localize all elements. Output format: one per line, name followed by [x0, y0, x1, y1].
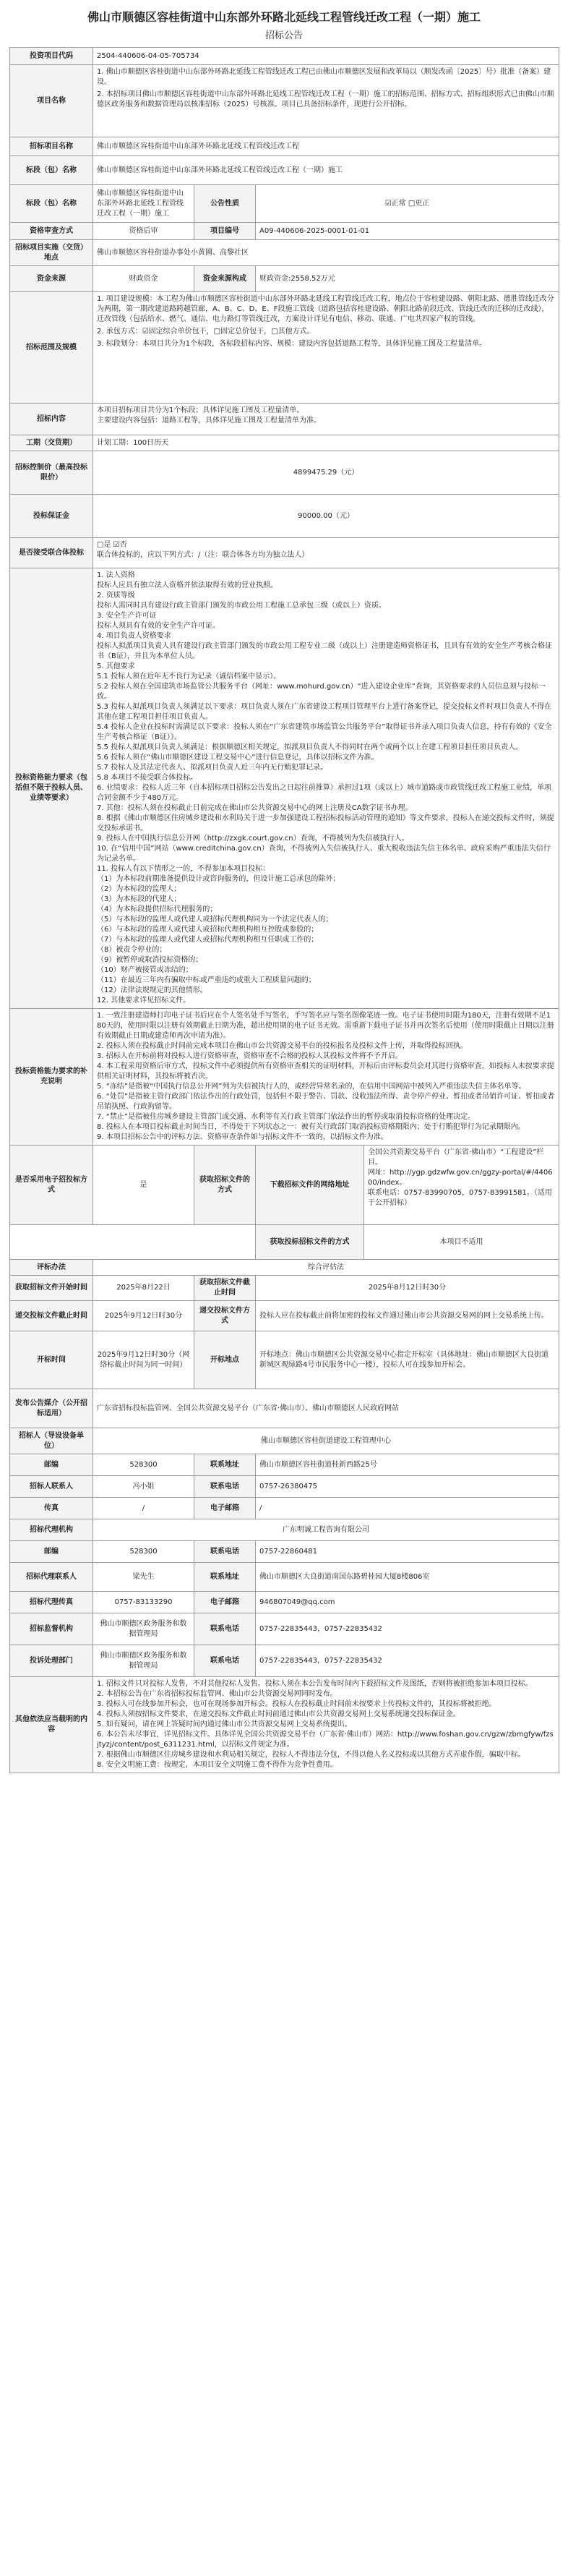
bid-submit-value: 投标人应在投标截止前将加密的投标文件通过佛山市公共资源交易网的网上交易系统上传。 — [256, 1301, 559, 1331]
doc-submit-label: 获取投标招标文件的方式 — [256, 1225, 364, 1260]
qualification-line: 投标人拟派项目负责人具有建设行政主管部门颁发的市政公用工程专业二级（或以上）注册建造师资格证书，且具有有效的安全生产考核合格证书（B证），并且为本单位人员。 — [97, 642, 552, 660]
content-line: 主要建设内容包括：道路工程等，具体详见施工图及工程量清单为准。 — [97, 417, 321, 425]
other-line: 1. 招标文件只对投标人发售，不对其他投标人发售。投标人须在本公告发布时间内下载招标文件及图纸，否则将被拒绝参加本项目投标。 — [97, 1680, 533, 1688]
tenderee-email-value: / — [256, 1498, 559, 1519]
eval-method-value: 综合评估法 — [93, 1260, 559, 1276]
project-code-label: 投资项目代码 — [10, 48, 93, 65]
doc-location-value — [364, 1146, 559, 1225]
qualification-line: （1）为本标段前期准备提供设计或咨询服务的，但设计施工总承包的除外； — [97, 875, 340, 883]
opening-place-value: 开标地点：佛山市顺德区公共资源交易中心指定开标室（具体地址：佛山市顺德区大良街道新城区观绿路4号市民服务中心一楼），投标人可在线参加开标会。 — [256, 1331, 559, 1389]
qualification-note-line: 1. 一致注册建造师打印电子证书后应在个人签名处手写签名，手写签名应与签名图像笔迹一致。电子证书使用时限为180天，注册有效期不足180天的，使用时限以注册有效期截止日期为准，超出使用期的电子证书无效。需重新下载电子证书并再次签名后使用（使用时限截止日期以注册有效期截止日期或建造师再次申请为准）。 — [97, 1012, 554, 1040]
qualification-line: 5.8 本项目不接受联合体投标。 — [97, 774, 198, 782]
qualification-note-line: 3. 招标人在开标前将对投标人进行资格审查，资格审查不合格的投标人其投标文件将不予开启。 — [97, 1052, 403, 1060]
other-line: 7. 根据佛山市顺德区住房城乡建设和水利局相关规定，投标人不得违法分包，不得以他人名义投标或以其他方式弄虚作假，骗取中标。 — [97, 1751, 525, 1759]
joint-line: □是 ☑否 — [97, 541, 127, 549]
tenderee-address-label: 联系地址 — [194, 1454, 256, 1476]
supervise-label: 招标监督机构 — [10, 1613, 93, 1645]
tenderee-phone-label: 联系电话 — [194, 1476, 256, 1498]
joint-label: 是否接受联合体投标 — [10, 538, 93, 568]
location-value: 佛山市顺德区容桂街道办事处小黄圃、高黎社区 — [93, 240, 559, 266]
tenderee-label: 招标人（导设设备单位） — [10, 1428, 93, 1454]
tenderee-email-label: 电子邮箱 — [194, 1498, 256, 1519]
control-price-label: 招标控制价（最高投标限价） — [10, 451, 93, 495]
announcement-table — [9, 47, 559, 1773]
project-no-value: A09-440606-2025-0001-01-01 — [256, 223, 559, 240]
project-name-label: 项目名称 — [10, 65, 93, 137]
document-title: 佛山市顺德区容桂街道中山东部外环路北延线工程管线迁改工程（一期）施工 — [87, 10, 481, 24]
supervise-phone-value: 0757-22835443，0757-22835432 — [256, 1613, 559, 1645]
duration-label: 工期（交货期） — [10, 435, 93, 451]
qualification-line: 5. 其他要求 — [97, 662, 135, 670]
opening-place-label: 开标地点 — [194, 1331, 256, 1389]
doc-submit-value: 本项目不适用 — [364, 1225, 559, 1260]
doc-method-label: 获取招标文件的方式 — [194, 1146, 256, 1225]
supervise-value: 佛山市顺德区政务服务和数据管理局 — [93, 1613, 194, 1645]
qualification-line: （5）与本标段的监理人或代建人或招标代理机构同为一个法定代表人的； — [97, 916, 333, 924]
qualification-line: （2）为本标段的监理人； — [97, 885, 181, 893]
qualification-line: （8）被责令停业的； — [97, 946, 167, 954]
qualification-line: 投标人应具有独立法人资格并依法取得有效的营业执照。 — [97, 581, 277, 589]
tenderee-fax-value: / — [93, 1498, 194, 1519]
qualification-line: （11）在最近三年内有骗取中标或严重违约或重大工程质量问题的； — [97, 976, 316, 984]
content-line: 本项目招标项目共分为1个标段；具体详见施工图及工程量清单。 — [97, 406, 304, 414]
bid-deadline-label: 递交投标文件截止时间 — [10, 1301, 93, 1331]
qualification-line: 5.2 投标人须在全国建筑市场监管公共服务平台（网址：www.mohurd.gov.cn）“进入建设企业库”查询，其资格要求的人员信息须与投标一致。 — [97, 683, 546, 701]
section-short-label: 标段（包）名称 — [10, 185, 93, 223]
project-name-value — [93, 65, 559, 137]
scope-line: 1. 项目建设规模：本工程为佛山市顺德区容桂街道中山东部外环路北延线工程管线迁改工程，地点位于容桂建设路、朝阳北路、德胜管线迁改分为两期，第一期改建道路跨越管廊，A、B、C、D、E、F段施工管线（道路包括容桂建设路、朝阳北路前段迁改、管线迁改的迁移的迁改线），迁改管线（包括给水、燃气、通信、电力路灯等管线迁改，方案设计详见有电信、移动、联通、广电共四家产权的管线。 — [97, 295, 554, 323]
content-label: 招标内容 — [10, 404, 93, 435]
tenderee-postcode-label: 邮编 — [10, 1454, 93, 1476]
other-label: 其他依法应当载明的内容 — [10, 1677, 93, 1773]
publish-media-label: 发布公告媒介（公开招标适用） — [10, 1389, 93, 1428]
qualification-line: 投标人须具有有效的安全生产许可证。 — [97, 622, 220, 630]
agent-postcode-label: 邮编 — [10, 1541, 93, 1563]
doc-start-label: 获取招标文件开始时间 — [10, 1276, 93, 1301]
qualification-line: （12）法律法规规定的其他情形。 — [97, 986, 207, 994]
control-price-value: 4899475.29（元） — [93, 451, 559, 495]
scope-line: 3. 标段划分：本项目共分为1个标段，各标段招标内容、规模：建设内容包括道路工程等，具体详见施工图及工程量清单。 — [97, 340, 487, 348]
qualification-label: 投标资格能力要求（包括但不限于投标人员、业绩等要求） — [10, 568, 93, 1009]
tenderee-phone-value: 0757-26380475 — [256, 1476, 559, 1498]
duration-value: 计划工期：100日历天 — [93, 435, 559, 451]
tender-project-name-label: 招标项目名称 — [10, 137, 93, 156]
qualification-line: 5.1 投标人须在近年无不良行为记录（诚信档案中显示）。 — [97, 673, 281, 681]
fund-status-label: 资金来源构成 — [194, 266, 256, 292]
deposit-label: 投标保证金 — [10, 495, 93, 538]
qualification-line: 11. 投标人有以下情形之一的，不得参加本项目投标： — [97, 865, 270, 873]
document-subtitle: 招标公告 — [264, 30, 303, 41]
project-name-line: 2. 本招标项目佛山市顺德区容桂街道中山东部外环路北延线工程管线迁改工程（一期）施工的招标范围、招标方式、招标组织形式已由佛山市顺德区政务服务和数据管理局以核准招标（2025）号核准。项目已具备招标条件，现进行公开招标。 — [97, 90, 554, 108]
qualification-note-line: 2. 投标人须在投标截止时间前完成本项目在佛山市公共资源交易平台的投标报名及投标文件上传，并取得投标回执。 — [97, 1042, 468, 1050]
bid-deadline-value: 2025年9月12日时30分 — [93, 1301, 194, 1331]
qualification-line: 12. 其他要求详见招标文件。 — [97, 997, 191, 1005]
complaint-phone-value: 0757-22835443，0757-22835432 — [256, 1645, 559, 1677]
other-line: 4. 投标人须按招标文件要求，在递交投标文件截止时间前通过佛山市公共资源交易网上交易系统递交投标保证金。 — [97, 1710, 460, 1718]
tenderee-address-value: 佛山市顺德区容桂街道桂新西路25号 — [256, 1454, 559, 1476]
agent-address-label: 联系地址 — [194, 1563, 256, 1592]
announcement-nature-label: 公告性质 — [194, 185, 256, 223]
location-label: 招标项目实施（交货）地点 — [10, 240, 93, 266]
doc-location-label: 下载招标文件的网络地址 — [256, 1146, 364, 1225]
project-code-value: 2504-440606-04-05-705734 — [93, 48, 559, 65]
qualification-note-line: 4. 本工程采用资格后审方式，投标文件中必须提供所有资格审查相关的证明材料，开标后由评标委员会对其进行资格审查，如投标人未按要求提供相关证明材料，其投标将被否决。 — [97, 1062, 554, 1080]
doc-start-value: 2025年8月22日 — [93, 1276, 194, 1301]
qualification-line: （3）为本标段的代建人； — [97, 895, 181, 903]
qualification-line: 7. 其他：投标人须在投标截止日前完成在佛山市公共资源交易中心的网上注册及CA数字证书办理。 — [97, 804, 413, 812]
qualification-note-value — [93, 1009, 559, 1146]
bid-submit-label: 递交投标文件方式 — [194, 1301, 256, 1331]
qualification-note-line: 9. 本项目招标公告中的评标方法、资格审查条件如与招标文件不一致的，以招标文件为准。 — [97, 1133, 388, 1141]
joint-line: 联合体投标的，应以下列方式：/（注：联合体各方均为独立法人） — [97, 551, 309, 559]
agent-label: 招标代理机构 — [10, 1519, 93, 1541]
qualification-line: 投标人需同时具有建设行政主管部门颁发的市政公用工程施工总承包三级（或以上）资质。 — [97, 602, 386, 610]
agent-address-value: 佛山市顺德区大良街道南国东路碧桂园大厦8楼806室 — [256, 1563, 559, 1592]
qualification-line: 5.5 投标人拟派项目负责人须满足：根据顺德区相关规定，拟派项目负责人不得同时在两个或两个以上在建工程项目担任项目负责人。 — [97, 743, 523, 751]
qualification-line: 5.4 投标人企业在投标时需满足以下要求：投标人须在“广东省建筑市场监管公共服务平台”取得证书并录入项目负责人信息，持有有效的《安全生产考核合格证（B证）》。 — [97, 723, 552, 741]
complaint-phone-label: 联系电话 — [194, 1645, 256, 1677]
opening-time-value: 2025年9月12日时30分（网络标截止时间为同一时间） — [93, 1331, 194, 1389]
announcement-nature-value: ☑正常 □更正 — [256, 185, 559, 223]
scope-label: 招标范围及规模 — [10, 292, 93, 404]
qualification-line: （10）财产被接管或冻结的； — [97, 966, 193, 974]
page — [9, 0, 559, 1788]
other-value — [93, 1677, 559, 1773]
agent-postcode-value: 528300 — [93, 1541, 194, 1563]
other-line: 5. 如有疑问，请在网上答疑时间内通过佛山市公共资源交易网上交易系统提出。 — [97, 1720, 352, 1728]
qualification-line: 10. 在“信用中国”网站（www.creditchina.gov.cn）查询，不得被列入失信被执行人、重大税收违法失信主体名单、政府采购严重违法失信行为记录名单。 — [97, 845, 551, 863]
opening-time-label: 开标时间 — [10, 1331, 93, 1389]
tenderee-value: 佛山市顺德区容桂街道建设工程管理中心 — [93, 1428, 559, 1454]
complaint-value: 佛山市顺德区政务服务和数据管理局 — [93, 1645, 194, 1677]
agent-contact-label: 招标代理联系人 — [10, 1563, 93, 1592]
qualification-line: （7）与本标段的监理人或代建人或招标代理机构相互任职或工作的； — [97, 936, 319, 944]
approval-label: 资格审查方式 — [10, 223, 93, 240]
qualification-line: 6. 业绩要求：投标人近三年（自本招标项目招标公告发出之日起往前推算）承担过1项（或以上）城市道路或市政管线迁改工程施工业绩，单项合同金额不少于480万元。 — [97, 784, 552, 802]
eval-method-label: 评标办法 — [10, 1260, 93, 1276]
section-short-value: 佛山市顺德区容桂街道中山东部外环路北延线工程管线迁改工程（一期）施工 — [93, 185, 194, 223]
agent-phone-label: 联系电话 — [194, 1541, 256, 1563]
complaint-label: 投诉处理部门 — [10, 1645, 93, 1677]
qualification-line: 2. 资质等级 — [97, 592, 135, 600]
other-line: 2. 本招标公告在广东省招标投标监管网、佛山市公共资源交易网同时发布。 — [97, 1690, 337, 1698]
tenderee-contact-label: 招标人联系人 — [10, 1476, 93, 1498]
approval-value: 资格后审 — [93, 223, 194, 240]
qualification-line: 4. 项目负责人资格要求 — [97, 632, 171, 640]
tender-project-name-value: 佛山市顺德区容桂街道中山东部外环路北延线工程管线迁改工程 — [93, 137, 559, 156]
qualification-line: （6）与本标段的监理人或代建人或招标代理机构相互控股或参股的； — [97, 926, 319, 934]
doc-location-line[interactable]: 网址：http://ygp.gdzwfw.gov.cn/ggzy-portal/#/440600/index。 — [368, 1169, 553, 1187]
tenderee-contact-value: 冯小姐 — [93, 1476, 194, 1498]
agent-fax-value: 0757-83133290 — [93, 1592, 194, 1613]
tenderee-fax-label: 传真 — [10, 1498, 93, 1519]
qualification-line: （4）为本标段提供招标代理服务的； — [97, 905, 218, 913]
scope-value — [93, 292, 559, 404]
qualification-note-line: 6. “处罚”是指被主管行政部门依法作出的行政处罚，包括但不限于警告、罚款、没收违法所得、责令停产停业、暂扣或者吊销许可证、暂扣或者吊销执照、行政拘留等。 — [97, 1093, 555, 1111]
qualification-note-line: 8. 投标人在本项目投标截止时间当日，不得处于下列状态之一：被有关行政部门取消投标资格期限内；处于行贿犯罪行为记录期限内。 — [97, 1123, 525, 1131]
agent-email-value: 946807049@qq.com — [256, 1592, 559, 1613]
joint-value — [93, 538, 559, 568]
publish-media-value: 广东省招标投标监管网、全国公共资源交易平台（广东省·佛山市）、佛山市顺德区人民政府网站 — [93, 1389, 559, 1428]
e-tender-label: 是否采用电子招投标方式 — [10, 1146, 93, 1225]
project-no-label: 项目编号 — [194, 223, 256, 240]
doc-end-value: 2025年8月12日时30分 — [256, 1276, 559, 1301]
qualification-line: （9）被暂停或取消投标资格的； — [97, 956, 203, 964]
qualification-note-line: 7. “禁止”是指被住房城乡建设主管部门或交通、水利等有关行政主管部门依法作出的暂停或取消投标资格的处理决定。 — [97, 1113, 476, 1121]
section-value: 佛山市顺德区容桂街道中山东部外环路北延线工程管线迁改工程（一期）施工 — [93, 156, 559, 185]
qualification-note-label: 投标资格能力要求的补充说明 — [10, 1009, 93, 1146]
agent-value: 广东明诚工程咨询有限公司 — [93, 1519, 559, 1541]
qualification-line: 8. 根据《佛山市顺德区住房城乡建设和水利局关于进一步加强建设工程招标投标活动管理的通知》等文件要求，投标人在递交投标文件时，须提交投标承诺书。 — [97, 814, 554, 832]
qualification-line: 1. 法人资格 — [97, 571, 135, 579]
e-tender-value: 是 — [93, 1146, 194, 1225]
content-value — [93, 404, 559, 435]
deposit-value: 90000.00（元） — [93, 495, 559, 538]
doc-location-line: 联系电话：0757-83990705，0757-83991581。（适用于公开招标） — [368, 1189, 552, 1207]
other-line: 3. 投标人可在线参加开标会，也可在现场参加开标会。投标人在投标截止时间前未按要求上传投标文件的，其投标将被拒绝。 — [97, 1700, 496, 1708]
scope-line: 2. 承包方式：☑固定综合单价包干，□固定总价包干，□其他方式。 — [97, 328, 314, 336]
other-line: 8. 安全文明施工费：按规定，本项目安全文明施工费不得作为竞争性费用。 — [97, 1761, 337, 1769]
fund-source-value: 财政资金 — [93, 266, 194, 292]
agent-contact-value: 梁先生 — [93, 1563, 194, 1592]
qualification-value — [93, 568, 559, 1009]
supervise-phone-label: 联系电话 — [194, 1613, 256, 1645]
fund-status-value: 财政资金:2558.52万元 — [256, 266, 559, 292]
fund-source-label: 资金来源 — [10, 266, 93, 292]
tenderee-postcode-value: 528300 — [93, 1454, 194, 1476]
qualification-line: 5.7 投标人及其法定代表人、拟派项目负责人近三年内无行贿犯罪记录。 — [97, 764, 328, 772]
qualification-line: 5.6 投标人须在“佛山市顺德区建设工程交易中心”进行信息登记，具体以招标文件为准。 — [97, 754, 379, 762]
other-line: 6. 本公告未尽事宜，详见招标文件。具体详见全国公共资源交易平台（广东省·佛山市）网站：http://www.foshan.gov.cn/gzw/zbmgfyw/fzsjtyzj/content/post_6311231.html，以招标文件规定为准。 — [97, 1731, 554, 1749]
agent-email-label: 电子邮箱 — [194, 1592, 256, 1613]
doc-location-line: 全国公共资源交易平台（广东省·佛山市）“工程建设”栏目。 — [368, 1148, 544, 1167]
qualification-line: 9. 投标人在中国执行信息公开网（http://zxgk.court.gov.cn）查询，不得被列为失信被执行人。 — [97, 835, 409, 843]
doc-end-label: 获取招标文件截止时间 — [194, 1276, 256, 1301]
qualification-line: 3. 安全生产许可证 — [97, 612, 157, 620]
project-name-line: 1. 佛山市顺德区容桂街道中山东部外环路北延线工程管线迁改工程已由佛山市顺德区发展和改革局以（顺发改函〔2025〕号）批准（备案）建设。 — [97, 68, 551, 86]
qualification-note-line: 5. “冻结”是指被“中国执行信息公开网”列为失信被执行人的，或经营异常名录的，在信用中国网站中被列入严重违法失信主体名单等。 — [97, 1083, 526, 1091]
agent-phone-value: 0757-22860481 — [256, 1541, 559, 1563]
qualification-line: 5.3 投标人拟派项目负责人须满足以下要求：项目负责人须在广东省建设工程项目管理平台上进行备案登记，提交投标文件时项目负责人不得在其他在建工程项目担任项目负责人。 — [97, 703, 552, 721]
agent-fax-label: 招标代理传真 — [10, 1592, 93, 1613]
section-label: 标段（包）名称 — [10, 156, 93, 185]
